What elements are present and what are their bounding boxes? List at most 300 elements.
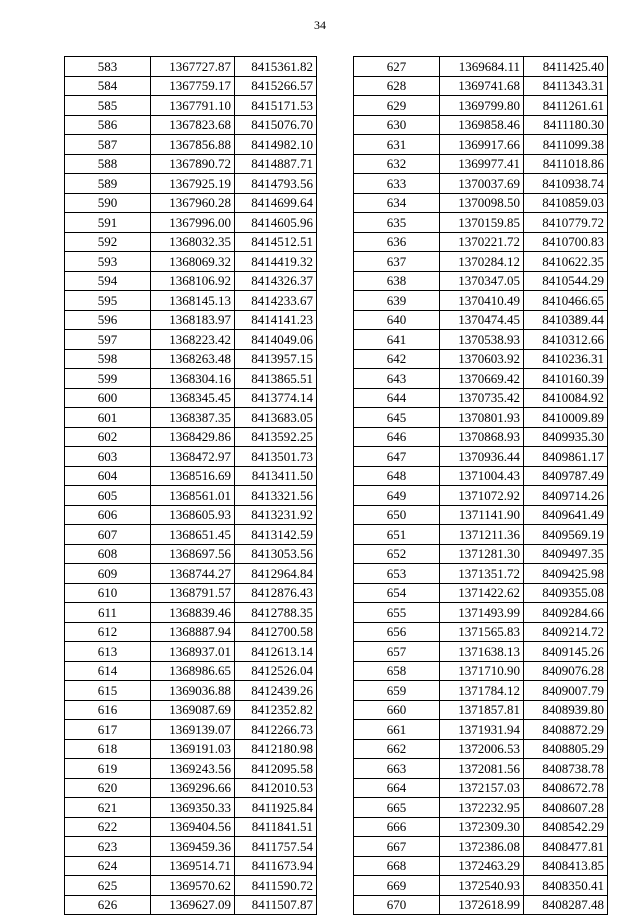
x-coordinate-cell: 1368516.69 bbox=[151, 466, 235, 486]
table-row bbox=[354, 798, 608, 818]
point-number-cell: 638 bbox=[354, 271, 440, 291]
x-coordinate-cell: 1369296.66 bbox=[151, 778, 235, 798]
point-number-cell: 608 bbox=[65, 544, 151, 564]
x-coordinate-cell: 1368744.27 bbox=[151, 564, 235, 584]
y-coordinate-cell: 8408413.85 bbox=[524, 856, 608, 876]
point-number-cell: 658 bbox=[354, 661, 440, 681]
x-coordinate-cell: 1369087.69 bbox=[151, 700, 235, 720]
y-coordinate-cell: 8413142.59 bbox=[235, 525, 317, 545]
point-number-cell: 587 bbox=[65, 135, 151, 155]
point-number-cell: 663 bbox=[354, 759, 440, 779]
point-number-cell: 640 bbox=[354, 310, 440, 330]
y-coordinate-cell: 8410236.31 bbox=[524, 349, 608, 369]
y-coordinate-cell: 8411343.31 bbox=[524, 76, 608, 96]
point-number-cell: 614 bbox=[65, 661, 151, 681]
table-row bbox=[65, 310, 317, 330]
y-coordinate-cell: 8408805.29 bbox=[524, 739, 608, 759]
point-number-cell: 648 bbox=[354, 466, 440, 486]
y-coordinate-cell: 8410544.29 bbox=[524, 271, 608, 291]
table-row bbox=[65, 486, 317, 506]
x-coordinate-cell: 1368106.92 bbox=[151, 271, 235, 291]
table-row bbox=[65, 583, 317, 603]
table-row bbox=[354, 622, 608, 642]
y-coordinate-cell: 8412700.58 bbox=[235, 622, 317, 642]
point-number-cell: 611 bbox=[65, 603, 151, 623]
x-coordinate-cell: 1368561.01 bbox=[151, 486, 235, 506]
point-number-cell: 670 bbox=[354, 895, 440, 915]
y-coordinate-cell: 8411018.86 bbox=[524, 154, 608, 174]
table-row bbox=[65, 817, 317, 837]
table-row bbox=[65, 739, 317, 759]
y-coordinate-cell: 8410700.83 bbox=[524, 232, 608, 252]
point-number-cell: 605 bbox=[65, 486, 151, 506]
y-coordinate-cell: 8408872.29 bbox=[524, 720, 608, 740]
table-row bbox=[65, 759, 317, 779]
table-row bbox=[65, 661, 317, 681]
point-number-cell: 586 bbox=[65, 115, 151, 135]
y-coordinate-cell: 8410622.35 bbox=[524, 252, 608, 272]
x-coordinate-cell: 1371351.72 bbox=[440, 564, 524, 584]
x-coordinate-cell: 1370410.49 bbox=[440, 291, 524, 311]
table-row bbox=[65, 291, 317, 311]
x-coordinate-cell: 1370221.72 bbox=[440, 232, 524, 252]
point-number-cell: 643 bbox=[354, 369, 440, 389]
table-row bbox=[354, 388, 608, 408]
y-coordinate-cell: 8409714.26 bbox=[524, 486, 608, 506]
y-coordinate-cell: 8408350.41 bbox=[524, 876, 608, 896]
table-row bbox=[354, 271, 608, 291]
point-number-cell: 656 bbox=[354, 622, 440, 642]
table-row bbox=[354, 232, 608, 252]
y-coordinate-cell: 8409284.66 bbox=[524, 603, 608, 623]
point-number-cell: 622 bbox=[65, 817, 151, 837]
point-number-cell: 594 bbox=[65, 271, 151, 291]
point-number-cell: 666 bbox=[354, 817, 440, 837]
y-coordinate-cell: 8410859.03 bbox=[524, 193, 608, 213]
x-coordinate-cell: 1367823.68 bbox=[151, 115, 235, 135]
y-coordinate-cell: 8411925.84 bbox=[235, 798, 317, 818]
table-row bbox=[65, 271, 317, 291]
x-coordinate-cell: 1369350.33 bbox=[151, 798, 235, 818]
point-number-cell: 617 bbox=[65, 720, 151, 740]
y-coordinate-cell: 8413231.92 bbox=[235, 505, 317, 525]
x-coordinate-cell: 1367727.87 bbox=[151, 57, 235, 77]
table-row bbox=[354, 525, 608, 545]
y-coordinate-cell: 8412352.82 bbox=[235, 700, 317, 720]
point-number-cell: 644 bbox=[354, 388, 440, 408]
point-number-cell: 598 bbox=[65, 349, 151, 369]
page-number: 34 bbox=[314, 18, 326, 32]
table-row bbox=[65, 895, 317, 915]
y-coordinate-cell: 8409861.17 bbox=[524, 447, 608, 467]
point-number-cell: 657 bbox=[354, 642, 440, 662]
y-coordinate-cell: 8411425.40 bbox=[524, 57, 608, 77]
x-coordinate-cell: 1368387.35 bbox=[151, 408, 235, 428]
y-coordinate-cell: 8413411.50 bbox=[235, 466, 317, 486]
table-row bbox=[354, 330, 608, 350]
y-coordinate-cell: 8412095.58 bbox=[235, 759, 317, 779]
table-row bbox=[65, 700, 317, 720]
point-number-cell: 606 bbox=[65, 505, 151, 525]
table-row bbox=[65, 544, 317, 564]
table-row bbox=[354, 759, 608, 779]
table-row bbox=[65, 135, 317, 155]
point-number-cell: 660 bbox=[354, 700, 440, 720]
y-coordinate-cell: 8414605.96 bbox=[235, 213, 317, 233]
table-row bbox=[354, 447, 608, 467]
y-coordinate-cell: 8411099.38 bbox=[524, 135, 608, 155]
table-row bbox=[65, 622, 317, 642]
point-number-cell: 631 bbox=[354, 135, 440, 155]
x-coordinate-cell: 1372540.93 bbox=[440, 876, 524, 896]
x-coordinate-cell: 1370159.85 bbox=[440, 213, 524, 233]
x-coordinate-cell: 1368605.93 bbox=[151, 505, 235, 525]
point-number-cell: 589 bbox=[65, 174, 151, 194]
x-coordinate-cell: 1371004.43 bbox=[440, 466, 524, 486]
y-coordinate-cell: 8412266.73 bbox=[235, 720, 317, 740]
y-coordinate-cell: 8409497.35 bbox=[524, 544, 608, 564]
y-coordinate-cell: 8414141.23 bbox=[235, 310, 317, 330]
y-coordinate-cell: 8411673.94 bbox=[235, 856, 317, 876]
y-coordinate-cell: 8408607.28 bbox=[524, 798, 608, 818]
point-number-cell: 626 bbox=[65, 895, 151, 915]
y-coordinate-cell: 8414233.67 bbox=[235, 291, 317, 311]
y-coordinate-cell: 8410389.44 bbox=[524, 310, 608, 330]
table-row bbox=[65, 837, 317, 857]
table-row bbox=[354, 642, 608, 662]
x-coordinate-cell: 1369799.80 bbox=[440, 96, 524, 116]
table-row bbox=[354, 700, 608, 720]
table-row bbox=[65, 564, 317, 584]
x-coordinate-cell: 1368697.56 bbox=[151, 544, 235, 564]
y-coordinate-cell: 8414049.06 bbox=[235, 330, 317, 350]
point-number-cell: 591 bbox=[65, 213, 151, 233]
table-row bbox=[65, 447, 317, 467]
table-row bbox=[354, 876, 608, 896]
x-coordinate-cell: 1372232.95 bbox=[440, 798, 524, 818]
y-coordinate-cell: 8411757.54 bbox=[235, 837, 317, 857]
table-row bbox=[65, 525, 317, 545]
table-row bbox=[354, 408, 608, 428]
x-coordinate-cell: 1369036.88 bbox=[151, 681, 235, 701]
table-row bbox=[354, 681, 608, 701]
table-row bbox=[65, 96, 317, 116]
point-number-cell: 618 bbox=[65, 739, 151, 759]
point-number-cell: 668 bbox=[354, 856, 440, 876]
point-number-cell: 601 bbox=[65, 408, 151, 428]
y-coordinate-cell: 8411841.51 bbox=[235, 817, 317, 837]
table-row bbox=[65, 798, 317, 818]
x-coordinate-cell: 1368304.16 bbox=[151, 369, 235, 389]
x-coordinate-cell: 1369404.56 bbox=[151, 817, 235, 837]
x-coordinate-cell: 1368145.13 bbox=[151, 291, 235, 311]
y-coordinate-cell: 8413592.25 bbox=[235, 427, 317, 447]
x-coordinate-cell: 1368986.65 bbox=[151, 661, 235, 681]
table-row bbox=[354, 720, 608, 740]
y-coordinate-cell: 8415361.82 bbox=[235, 57, 317, 77]
table-row bbox=[354, 369, 608, 389]
table-row bbox=[354, 817, 608, 837]
table-row bbox=[354, 115, 608, 135]
y-coordinate-cell: 8408477.81 bbox=[524, 837, 608, 857]
x-coordinate-cell: 1369858.46 bbox=[440, 115, 524, 135]
x-coordinate-cell: 1371565.83 bbox=[440, 622, 524, 642]
x-coordinate-cell: 1371784.12 bbox=[440, 681, 524, 701]
x-coordinate-cell: 1369741.68 bbox=[440, 76, 524, 96]
point-number-cell: 632 bbox=[354, 154, 440, 174]
point-number-cell: 620 bbox=[65, 778, 151, 798]
point-number-cell: 664 bbox=[354, 778, 440, 798]
x-coordinate-cell: 1369977.41 bbox=[440, 154, 524, 174]
table-row bbox=[354, 57, 608, 77]
y-coordinate-cell: 8413683.05 bbox=[235, 408, 317, 428]
y-coordinate-cell: 8414887.71 bbox=[235, 154, 317, 174]
x-coordinate-cell: 1371493.99 bbox=[440, 603, 524, 623]
point-number-cell: 612 bbox=[65, 622, 151, 642]
point-number-cell: 635 bbox=[354, 213, 440, 233]
table-row bbox=[65, 193, 317, 213]
y-coordinate-cell: 8414419.32 bbox=[235, 252, 317, 272]
table-row bbox=[354, 174, 608, 194]
point-number-cell: 647 bbox=[354, 447, 440, 467]
point-number-cell: 613 bbox=[65, 642, 151, 662]
y-coordinate-cell: 8409355.08 bbox=[524, 583, 608, 603]
y-coordinate-cell: 8412788.35 bbox=[235, 603, 317, 623]
table-row bbox=[354, 213, 608, 233]
table-row bbox=[354, 96, 608, 116]
y-coordinate-cell: 8410160.39 bbox=[524, 369, 608, 389]
point-number-cell: 653 bbox=[354, 564, 440, 584]
point-number-cell: 623 bbox=[65, 837, 151, 857]
x-coordinate-cell: 1369627.09 bbox=[151, 895, 235, 915]
y-coordinate-cell: 8411507.87 bbox=[235, 895, 317, 915]
point-number-cell: 596 bbox=[65, 310, 151, 330]
point-number-cell: 603 bbox=[65, 447, 151, 467]
table-row bbox=[65, 603, 317, 623]
x-coordinate-cell: 1370037.69 bbox=[440, 174, 524, 194]
x-coordinate-cell: 1370098.50 bbox=[440, 193, 524, 213]
x-coordinate-cell: 1372081.56 bbox=[440, 759, 524, 779]
point-number-cell: 652 bbox=[354, 544, 440, 564]
x-coordinate-cell: 1371857.81 bbox=[440, 700, 524, 720]
x-coordinate-cell: 1369570.62 bbox=[151, 876, 235, 896]
table-row bbox=[65, 76, 317, 96]
point-number-cell: 585 bbox=[65, 96, 151, 116]
x-coordinate-cell: 1370474.45 bbox=[440, 310, 524, 330]
table-row bbox=[65, 252, 317, 272]
y-coordinate-cell: 8409641.49 bbox=[524, 505, 608, 525]
y-coordinate-cell: 8412876.43 bbox=[235, 583, 317, 603]
point-number-cell: 637 bbox=[354, 252, 440, 272]
table-row bbox=[354, 505, 608, 525]
table-row bbox=[354, 837, 608, 857]
x-coordinate-cell: 1371211.36 bbox=[440, 525, 524, 545]
y-coordinate-cell: 8415171.53 bbox=[235, 96, 317, 116]
y-coordinate-cell: 8409935.30 bbox=[524, 427, 608, 447]
point-number-cell: 590 bbox=[65, 193, 151, 213]
x-coordinate-cell: 1368791.57 bbox=[151, 583, 235, 603]
y-coordinate-cell: 8410779.72 bbox=[524, 213, 608, 233]
point-number-cell: 665 bbox=[354, 798, 440, 818]
y-coordinate-cell: 8413774.14 bbox=[235, 388, 317, 408]
table-row bbox=[354, 349, 608, 369]
table-row bbox=[65, 505, 317, 525]
table-row bbox=[354, 310, 608, 330]
x-coordinate-cell: 1369191.03 bbox=[151, 739, 235, 759]
point-number-cell: 654 bbox=[354, 583, 440, 603]
y-coordinate-cell: 8413321.56 bbox=[235, 486, 317, 506]
y-coordinate-cell: 8412180.98 bbox=[235, 739, 317, 759]
table-row bbox=[354, 544, 608, 564]
table-row bbox=[354, 252, 608, 272]
x-coordinate-cell: 1368472.97 bbox=[151, 447, 235, 467]
point-number-cell: 636 bbox=[354, 232, 440, 252]
table-row bbox=[354, 466, 608, 486]
point-number-cell: 651 bbox=[354, 525, 440, 545]
point-number-cell: 629 bbox=[354, 96, 440, 116]
table-row bbox=[65, 174, 317, 194]
y-coordinate-cell: 8409569.19 bbox=[524, 525, 608, 545]
y-coordinate-cell: 8412613.14 bbox=[235, 642, 317, 662]
x-coordinate-cell: 1372386.08 bbox=[440, 837, 524, 857]
point-number-cell: 616 bbox=[65, 700, 151, 720]
point-number-cell: 639 bbox=[354, 291, 440, 311]
x-coordinate-cell: 1367890.72 bbox=[151, 154, 235, 174]
x-coordinate-cell: 1371710.90 bbox=[440, 661, 524, 681]
point-number-cell: 588 bbox=[65, 154, 151, 174]
point-number-cell: 646 bbox=[354, 427, 440, 447]
y-coordinate-cell: 8413865.51 bbox=[235, 369, 317, 389]
table-row bbox=[65, 349, 317, 369]
x-coordinate-cell: 1368345.45 bbox=[151, 388, 235, 408]
y-coordinate-cell: 8411261.61 bbox=[524, 96, 608, 116]
x-coordinate-cell: 1367996.00 bbox=[151, 213, 235, 233]
table-row bbox=[354, 193, 608, 213]
table-row bbox=[65, 115, 317, 135]
table-row bbox=[65, 778, 317, 798]
x-coordinate-cell: 1370868.93 bbox=[440, 427, 524, 447]
table-row bbox=[354, 583, 608, 603]
x-coordinate-cell: 1369684.11 bbox=[440, 57, 524, 77]
table-row bbox=[354, 661, 608, 681]
y-coordinate-cell: 8409007.79 bbox=[524, 681, 608, 701]
point-number-cell: 583 bbox=[65, 57, 151, 77]
y-coordinate-cell: 8410009.89 bbox=[524, 408, 608, 428]
table-row bbox=[65, 408, 317, 428]
y-coordinate-cell: 8411180.30 bbox=[524, 115, 608, 135]
x-coordinate-cell: 1367925.19 bbox=[151, 174, 235, 194]
x-coordinate-cell: 1371638.13 bbox=[440, 642, 524, 662]
point-number-cell: 599 bbox=[65, 369, 151, 389]
y-coordinate-cell: 8410084.92 bbox=[524, 388, 608, 408]
x-coordinate-cell: 1372309.30 bbox=[440, 817, 524, 837]
x-coordinate-cell: 1368069.32 bbox=[151, 252, 235, 272]
y-coordinate-cell: 8410312.66 bbox=[524, 330, 608, 350]
point-number-cell: 655 bbox=[354, 603, 440, 623]
point-number-cell: 597 bbox=[65, 330, 151, 350]
y-coordinate-cell: 8408738.78 bbox=[524, 759, 608, 779]
table-row bbox=[65, 856, 317, 876]
point-number-cell: 641 bbox=[354, 330, 440, 350]
point-number-cell: 661 bbox=[354, 720, 440, 740]
point-number-cell: 610 bbox=[65, 583, 151, 603]
y-coordinate-cell: 8408287.48 bbox=[524, 895, 608, 915]
x-coordinate-cell: 1368429.86 bbox=[151, 427, 235, 447]
y-coordinate-cell: 8412010.53 bbox=[235, 778, 317, 798]
x-coordinate-cell: 1370936.44 bbox=[440, 447, 524, 467]
table-row bbox=[65, 213, 317, 233]
x-coordinate-cell: 1369917.66 bbox=[440, 135, 524, 155]
point-number-cell: 615 bbox=[65, 681, 151, 701]
x-coordinate-cell: 1370801.93 bbox=[440, 408, 524, 428]
x-coordinate-cell: 1370669.42 bbox=[440, 369, 524, 389]
table-row bbox=[65, 720, 317, 740]
x-coordinate-cell: 1370538.93 bbox=[440, 330, 524, 350]
y-coordinate-cell: 8414982.10 bbox=[235, 135, 317, 155]
y-coordinate-cell: 8412439.26 bbox=[235, 681, 317, 701]
table-row bbox=[354, 895, 608, 915]
table-row bbox=[354, 291, 608, 311]
point-number-cell: 633 bbox=[354, 174, 440, 194]
x-coordinate-cell: 1368839.46 bbox=[151, 603, 235, 623]
table-row bbox=[65, 427, 317, 447]
y-coordinate-cell: 8414326.37 bbox=[235, 271, 317, 291]
table-row bbox=[354, 564, 608, 584]
point-number-cell: 628 bbox=[354, 76, 440, 96]
x-coordinate-cell: 1367759.17 bbox=[151, 76, 235, 96]
x-coordinate-cell: 1369514.71 bbox=[151, 856, 235, 876]
table-row bbox=[354, 603, 608, 623]
x-coordinate-cell: 1372618.99 bbox=[440, 895, 524, 915]
table-row bbox=[65, 388, 317, 408]
x-coordinate-cell: 1371141.90 bbox=[440, 505, 524, 525]
table-row bbox=[65, 154, 317, 174]
point-number-cell: 593 bbox=[65, 252, 151, 272]
table-row bbox=[65, 876, 317, 896]
table-row bbox=[354, 135, 608, 155]
x-coordinate-cell: 1369243.56 bbox=[151, 759, 235, 779]
x-coordinate-cell: 1370603.92 bbox=[440, 349, 524, 369]
y-coordinate-cell: 8410466.65 bbox=[524, 291, 608, 311]
y-coordinate-cell: 8414793.56 bbox=[235, 174, 317, 194]
x-coordinate-cell: 1368651.45 bbox=[151, 525, 235, 545]
point-number-cell: 595 bbox=[65, 291, 151, 311]
y-coordinate-cell: 8409145.26 bbox=[524, 642, 608, 662]
y-coordinate-cell: 8415076.70 bbox=[235, 115, 317, 135]
table-row bbox=[65, 330, 317, 350]
y-coordinate-cell: 8408939.80 bbox=[524, 700, 608, 720]
y-coordinate-cell: 8408672.78 bbox=[524, 778, 608, 798]
y-coordinate-cell: 8409425.98 bbox=[524, 564, 608, 584]
table-row bbox=[65, 369, 317, 389]
point-number-cell: 607 bbox=[65, 525, 151, 545]
point-number-cell: 625 bbox=[65, 876, 151, 896]
x-coordinate-cell: 1371281.30 bbox=[440, 544, 524, 564]
table-row bbox=[354, 486, 608, 506]
table-row bbox=[354, 76, 608, 96]
x-coordinate-cell: 1370284.12 bbox=[440, 252, 524, 272]
x-coordinate-cell: 1371072.92 bbox=[440, 486, 524, 506]
x-coordinate-cell: 1368263.48 bbox=[151, 349, 235, 369]
point-number-cell: 584 bbox=[65, 76, 151, 96]
point-number-cell: 624 bbox=[65, 856, 151, 876]
y-coordinate-cell: 8414512.51 bbox=[235, 232, 317, 252]
table-row bbox=[65, 57, 317, 77]
x-coordinate-cell: 1369459.36 bbox=[151, 837, 235, 857]
x-coordinate-cell: 1369139.07 bbox=[151, 720, 235, 740]
point-number-cell: 604 bbox=[65, 466, 151, 486]
y-coordinate-cell: 8415266.57 bbox=[235, 76, 317, 96]
